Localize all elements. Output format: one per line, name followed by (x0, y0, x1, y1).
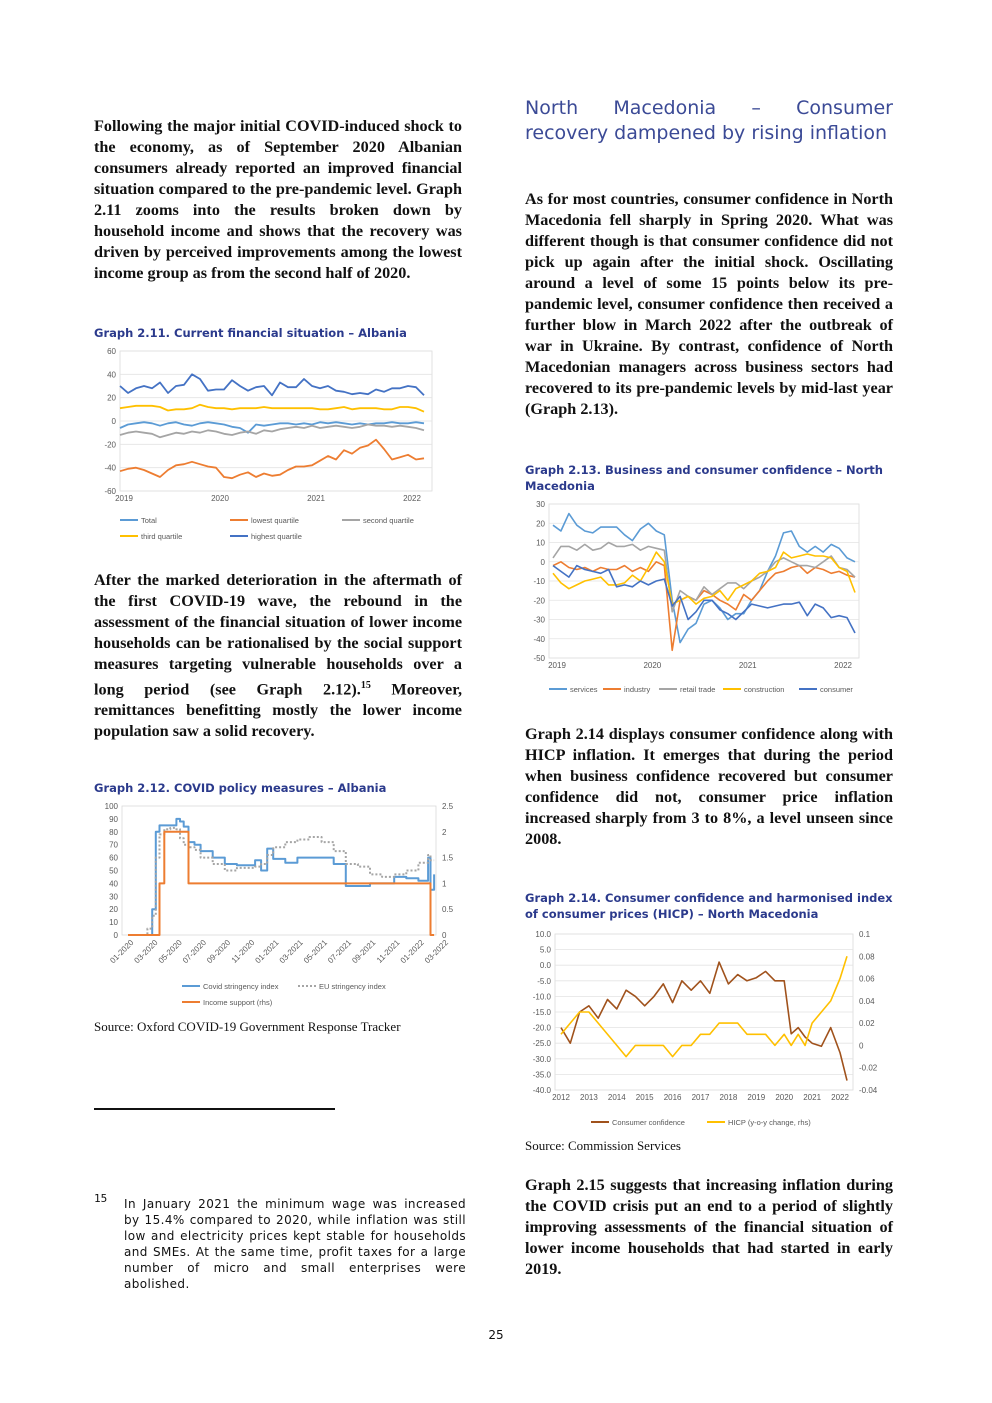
graph_2_12-legend-label-eu-stringency-index: EU stringency index (319, 982, 386, 991)
graph_2_14-ytick-label: 0.0 (539, 961, 551, 971)
graph_2_12-ytick-label: 80 (109, 827, 118, 837)
page-number: 25 (488, 1328, 504, 1342)
right-para-1: As for most countries, consumer confidence in North Macedonia fell sharply in Spring 2020. What was different though is that consumer confidence did not pick up again after the initial shock. Oscillating around a level of some 15 points below its pre-pandemic level, consumer confidence then received a further blow in March 2022 after the outbreak of war in Ukraine. By contrast, confidence of North Macedonian managers across business sectors had recovered to its pre-pandemic levels by mid-last year (Graph 2.13). (525, 190, 893, 418)
graph_2_14-y2tick-label: 0 (859, 1041, 864, 1051)
graph_2_12-xtick-label: 03-2022 (422, 938, 451, 966)
graph_2_12-xtick-label: 07-2020 (180, 938, 209, 966)
section-title: North Macedonia – Consumer recovery dampened by rising inflation (525, 97, 893, 144)
graph_2_12-ytick-label: 100 (104, 802, 118, 811)
graph_2_12-ytick-label: 10 (109, 918, 118, 928)
graph-2-12-chart (94, 798, 466, 1012)
graph_2_14-y2tick-label: 0.1 (859, 930, 871, 939)
graph_2_14-ytick-label: 5.0 (539, 945, 551, 955)
graph_2_11-ytick-label: -60 (104, 487, 116, 496)
graph_2_12-ytick-label: 30 (109, 892, 118, 902)
graph_2_11-xtick-label: 2022 (403, 494, 421, 503)
graph_2_11-ytick-label: 20 (107, 393, 116, 403)
graph_2_14-xtick-label: 2021 (803, 1093, 822, 1102)
graph_2_13-xtick-label: 2020 (643, 661, 662, 670)
graph_2_11-legend-label-second-quartile: second quartile (363, 516, 414, 525)
graph_2_14-y2tick-label: 0.08 (859, 952, 875, 962)
graph_2_12-ytick-label: 90 (109, 814, 118, 824)
graph_2_13-ytick-label: -50 (533, 654, 545, 663)
graph_2_14-ytick-label: -40.0 (532, 1086, 551, 1095)
graph_2_13-ytick-label: -30 (533, 615, 545, 625)
graph_2_14-ytick-label: -15.0 (532, 1008, 551, 1017)
left-para-2a: After the marked deterioration in the aftermath of the first COVID-19 wave, the rebound in the assessment of the financial situation of lower income households can be rationalised by the social support measures targeting vulnerable households over a long period (see Graph 2.12). (94, 571, 462, 699)
graph_2_12-xtick-label: 03-2020 (132, 938, 160, 966)
graph_2_14-xtick-label: 2019 (747, 1093, 766, 1102)
graph_2_14-legend-label-hicp-y-o-y-change-rhs: HICP (y-o-y change, rhs) (728, 1118, 811, 1127)
graph-2-13-caption (525, 462, 899, 494)
graph_2_12-legend-label-income-support-rhs: Income support (rhs) (203, 998, 273, 1007)
footnote-text: In January 2021 the minimum wage was increased by 15.4% compared to 2020, while inflation was still low and electricity prices kept stable for households and SMEs. At the same time, profit taxes for a large number of micro and small enterprises were abolished. (124, 1197, 466, 1291)
graph_2_14-xtick-label: 2015 (635, 1093, 654, 1102)
graph_2_12-xtick-label: 01-2020 (108, 938, 136, 966)
graph_2_14-xtick-label: 2012 (552, 1093, 570, 1102)
graph_2_11-series-highest-quartile (120, 374, 424, 395)
graph_2_14-legend-label-consumer-confidence: Consumer confidence (612, 1118, 685, 1127)
graph_2_11-xtick-label: 2020 (211, 494, 229, 503)
graph_2_12-ytick-label: 60 (109, 853, 118, 863)
source-2-14: Source: Commission Services (525, 1138, 681, 1153)
graph_2_12-y2tick-label: 1 (442, 879, 447, 889)
graph_2_11-legend-label-third-quartile: third quartile (141, 532, 183, 541)
graph_2_13-ytick-label: 0 (540, 557, 545, 567)
graph_2_11-ytick-label: -20 (104, 440, 116, 450)
graph-2-14-chart (525, 926, 885, 1132)
graph_2_12-series-covid-stringency-index (128, 819, 434, 935)
graph_2_12-legend-label-covid-stringency-index: Covid stringency index (203, 982, 279, 991)
graph_2_11-ytick-label: 40 (107, 370, 116, 380)
graph_2_14-xtick-label: 2014 (607, 1093, 626, 1102)
graph_2_11-xtick-label: 2019 (115, 494, 133, 503)
graph-2-14-caption (525, 890, 903, 922)
graph_2_13-series-construction (553, 552, 855, 604)
graph_2_12-y2tick-label: 2 (442, 827, 447, 837)
graph_2_13-series-consumer (553, 566, 855, 633)
right-para-2: Graph 2.14 displays consumer confidence along with HICP inflation. It emerges that during the period when business confidence recovered but consumer confidence did not, consumer price inflation increased sharply from 3 to 8%, a level unseen since 2008. (525, 725, 893, 848)
graph_2_12-xtick-label: 09-2020 (205, 938, 233, 966)
graph_2_12-series-eu-stringency-index (128, 828, 434, 935)
graph-2-11-chart (94, 343, 436, 545)
graph-2-11-title: Graph 2.11. Current financial situation – Albania (94, 326, 407, 340)
graph_2_14-y2tick-label: 0.04 (859, 996, 875, 1006)
graph-2-14-title: Graph 2.14. Consumer confidence and harmonised index of consumer prices (HICP) – North Macedonia (525, 891, 893, 921)
graph_2_14-xtick-label: 2016 (663, 1093, 682, 1102)
graph_2_12-xtick-label: 11-2020 (229, 938, 257, 965)
graph-2-13-title: Graph 2.13. Business and consumer confidence – North Macedonia (525, 463, 883, 493)
graph_2_12-ytick-label: 40 (109, 879, 118, 889)
graph_2_12-xtick-label: 07-2021 (326, 938, 354, 966)
graph_2_14-y2tick-label: 0.06 (859, 974, 875, 984)
graph-2-11-caption (94, 325, 474, 341)
graph-2-12-caption (94, 780, 474, 796)
graph-2-12-title: Graph 2.12. COVID policy measures – Albania (94, 781, 387, 795)
graph_2_11-xtick-label: 2021 (307, 494, 325, 503)
graph_2_11-series-third-quartile (120, 405, 424, 412)
graph_2_14-ytick-label: -20.0 (532, 1023, 551, 1033)
graph_2_14-ytick-label: -35.0 (532, 1070, 551, 1080)
graph_2_13-ytick-label: -10 (533, 577, 545, 586)
graph_2_13-ytick-label: 20 (536, 519, 545, 529)
graph_2_13-legend-label-services: services (570, 685, 598, 694)
left-para-2b: Moreover, remittances benefitting mostly the lower income population saw a solid recovery. (94, 680, 462, 741)
graph_2_11-series-lowest-quartile (120, 440, 424, 479)
graph_2_14-xtick-label: 2022 (831, 1093, 849, 1102)
graph_2_12-ytick-label: 0 (113, 931, 118, 940)
graph_2_12-y2tick-label: 0 (442, 931, 447, 940)
graph_2_14-ytick-label: 10.0 (535, 930, 551, 939)
graph_2_12-xtick-label: 11-2021 (374, 938, 402, 965)
graph_2_11-legend-label-total: Total (141, 516, 157, 525)
graph_2_11-series-second-quartile (120, 425, 424, 438)
graph_2_11-ytick-label: 60 (107, 347, 116, 356)
footnote-ref-15[interactable]: 15 (360, 680, 371, 691)
graph_2_13-ytick-label: 10 (536, 538, 545, 548)
graph_2_13-xtick-label: 2021 (738, 661, 757, 670)
graph_2_11-legend-label-lowest-quartile: lowest quartile (251, 516, 299, 525)
graph_2_14-xtick-label: 2013 (580, 1093, 598, 1102)
graph_2_14-ytick-label: -30.0 (532, 1054, 551, 1064)
graph_2_12-xtick-label: 05-2020 (156, 938, 184, 966)
left-para-2 (94, 570, 462, 742)
graph_2_13-xtick-label: 2022 (834, 661, 852, 670)
graph_2_13-legend-label-industry: industry (624, 685, 651, 694)
graph_2_13-legend-label-construction: construction (744, 685, 785, 694)
graph_2_12-ytick-label: 70 (109, 840, 118, 850)
graph_2_14-ytick-label: -10.0 (532, 992, 551, 1002)
graph_2_14-xtick-label: 2020 (775, 1093, 794, 1102)
graph_2_13-legend-label-consumer: consumer (820, 685, 853, 694)
graph_2_12-y2tick-label: 0.5 (442, 905, 454, 915)
graph_2_13-ytick-label: 30 (536, 500, 545, 509)
graph_2_13-xtick-label: 2019 (548, 661, 566, 670)
graph_2_12-xtick-label: 09-2021 (350, 938, 378, 966)
graph_2_11-ytick-label: -40 (104, 463, 116, 473)
graph_2_14-y2tick-label: 0.02 (859, 1019, 875, 1029)
graph_2_12-xtick-label: 01-2022 (398, 938, 426, 966)
graph_2_12-xtick-label: 01-2021 (253, 938, 281, 966)
graph_2_12-y2tick-label: 2.5 (442, 802, 454, 811)
graph_2_14-xtick-label: 2017 (691, 1093, 710, 1102)
footnote-number: 15 (94, 1192, 108, 1205)
graph_2_14-ytick-label: -25.0 (532, 1039, 551, 1049)
graph_2_14-y2tick-label: -0.02 (859, 1063, 878, 1073)
graph_2_14-series-consumer-confidence (561, 962, 847, 1081)
left-para-1: Following the major initial COVID-induced shock to the economy, as of September 2020 Albanian consumers already reported an improved financial situation compared to the pre-pandemic level. Graph 2.11 zooms into the results broken down by household income and shows that the recovery was driven by perceived improvements among the lowest income group as from the second half of 2020. (94, 117, 462, 282)
graph_2_12-xtick-label: 03-2021 (277, 938, 305, 966)
right-para-3: Graph 2.15 suggests that increasing inflation during the COVID crisis put an end to a period of slightly improving assessments of the financial situation of lower income households that had started in early 2019. (525, 1176, 893, 1278)
graph_2_14-y2tick-label: -0.04 (859, 1086, 878, 1095)
graph_2_13-ytick-label: -20 (533, 596, 545, 606)
graph_2_11-ytick-label: 0 (111, 417, 116, 426)
graph_2_11-legend-label-highest-quartile: highest quartile (251, 532, 302, 541)
graph_2_13-legend-label-retail-trade: retail trade (680, 685, 716, 694)
graph_2_14-ytick-label: -5.0 (537, 976, 551, 986)
footnote-divider (94, 1108, 335, 1110)
source-2-12: Source: Oxford COVID-19 Government Response Tracker (94, 1019, 401, 1034)
graph-2-13-chart (525, 496, 865, 700)
graph_2_14-xtick-label: 2018 (719, 1093, 738, 1102)
graph_2_12-y2tick-label: 1.5 (442, 853, 454, 863)
graph_2_12-xtick-label: 05-2021 (301, 938, 330, 966)
graph_2_13-ytick-label: -40 (533, 634, 545, 644)
graph_2_12-ytick-label: 50 (109, 866, 118, 876)
graph_2_12-ytick-label: 20 (109, 905, 118, 915)
